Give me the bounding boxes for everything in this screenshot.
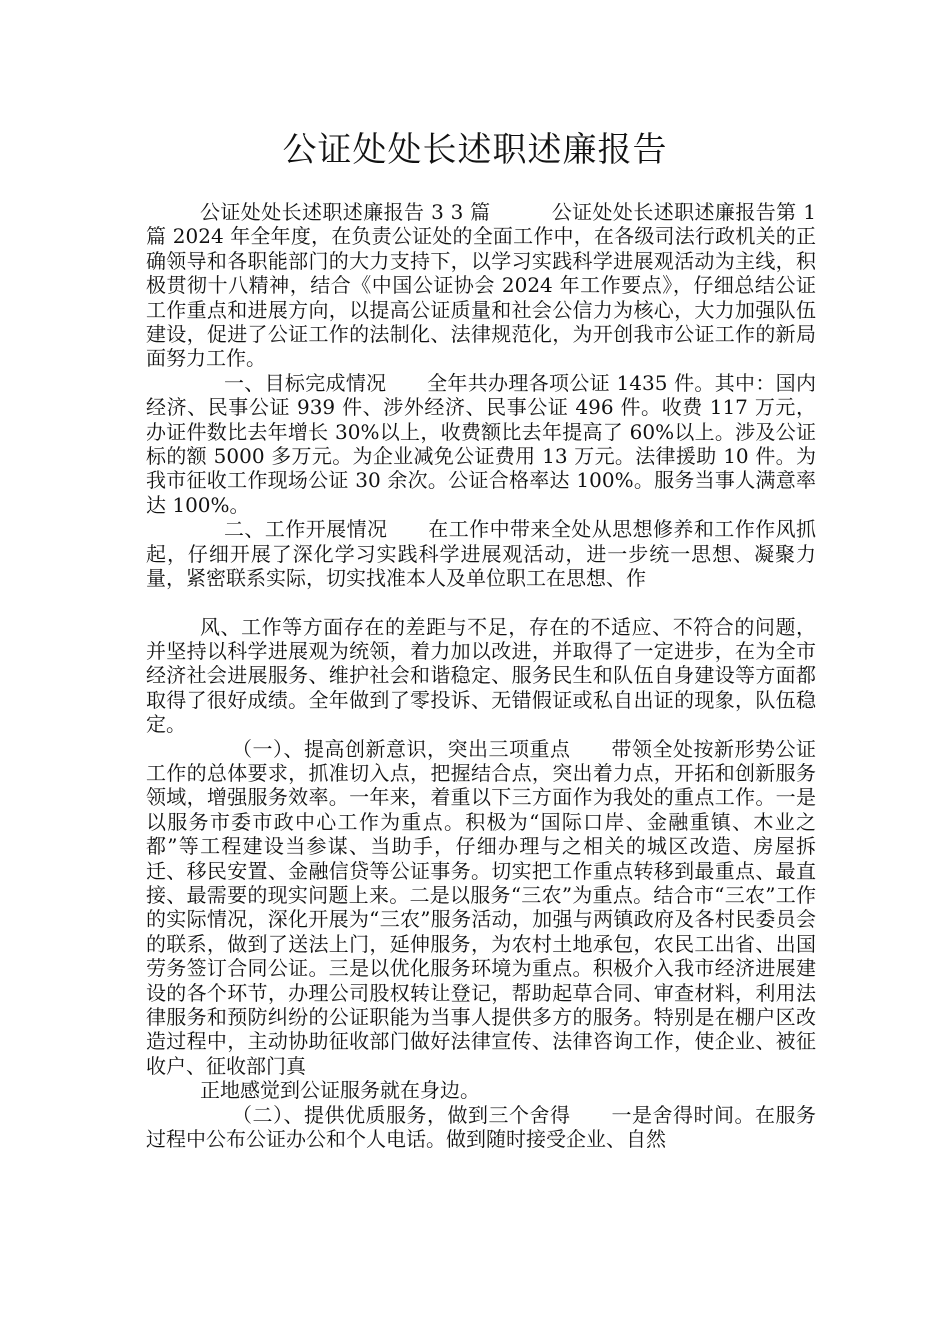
paragraph-work-status-continued: 风、工作等方面存在的差距与不足，存在的不适应、不符合的问题，并坚持以科学进展观为统领，着力加以改进，并取得了一定进步，在为全市经济社会进展服务、维护社会和谐稳定、服务民生和队伍自身建设等方面都取得了很好成绩。全年做到了零投诉、无错假证或私自出证的现象，队伍稳定。 xyxy=(146,614,816,737)
document-body xyxy=(146,200,816,1151)
paragraph-innovation: （一）、提高创新意识，突出三项重点 带领全处按新形势公证工作的总体要求，抓准切入点，把握结合点，突出着力点，开拓和创新服务领域，增强服务效率。一年来，着重以下三方面作为我处的重点工作。一是以服务市委市政中心工作为重点。积极为“国际口岸、金融重镇、木业之都”等工程建设当参谋、当助手，仔细办理与之相关的城区改造、房屋拆迁、移民安置、金融信贷等公证事务。切实把工作重点转移到最重点、最直接、最需要的现实问题上来。二是以服务“三农”为重点。结合市“三农”工作的实际情况，深化开展为“三农”服务活动，加强与两镇政府及各村民委员会的联系，做到了送法上门，延伸服务，为农村土地承包，农民工出省、出国劳务签订合同公证。三是以优化服务环境为重点。积极介入我市经济进展建设的各个环节，办理公司股权转让登记，帮助起草合同、审查材料，利用法律服务和预防纠纷的公证职能为当事人提供多方的服务。特别是在棚户区改造过程中，主动协助征收部门做好法律宣传、法律咨询工作，使企业、被征收户、征收部门真 xyxy=(146,736,816,1078)
paragraph-quality-service: （二）、提供优质服务，做到三个舍得 一是舍得时间。在服务过程中公布公证办公和个人电话。做到随时接受企业、自然 xyxy=(146,1102,816,1152)
paragraph-work-status: 二、工作开展情况 在工作中带来全处从思想修养和工作作风抓起，仔细开展了深化学习实践科学进展观活动，进一步统一思想、凝聚力量，紧密联系实际，切实找准本人及单位职工在思想、作 xyxy=(146,517,816,591)
paragraph-intro: 公证处处长述职述廉报告 3 3 篇 公证处处长述职述廉报告第 1 篇 2024 年全年度，在负责公证处的全面工作中，在各级司法行政机关的正确领导和各职能部门的大力支持下，以学习实践科学进展观活动为主线，积极贯彻十八精神，结合《中国公证协会 2024 年工作要点》，仔细总结公证工作重点和进展方向，以提高公证质量和社会公信力为核心，大力加强队伍建设，促进了公证工作的法制化、法律规范化，为开创我市公证工作的新局面努力工作。 xyxy=(146,200,816,371)
paragraph-goals: 一、目标完成情况 全年共办理各项公证 1435 件。其中：国内经济、民事公证 939 件、涉外经济、民事公证 496 件。收费 117 万元，办证件数比去年增长 30%以上，收费额比去年提高了 60%以上。涉及公证标的额 5000 多万元。为企业减免公证费用 13 万元。法律援助 10 件。为我市征收工作现场公证 30 余次。公证合格率达 100%。服务当事人满意率达 100%。 xyxy=(146,370,816,517)
document-title: 公证处处长述职述廉报告 xyxy=(282,130,668,170)
paragraph-innovation-continued: 正地感觉到公证服务就在身边。 xyxy=(200,1078,480,1103)
